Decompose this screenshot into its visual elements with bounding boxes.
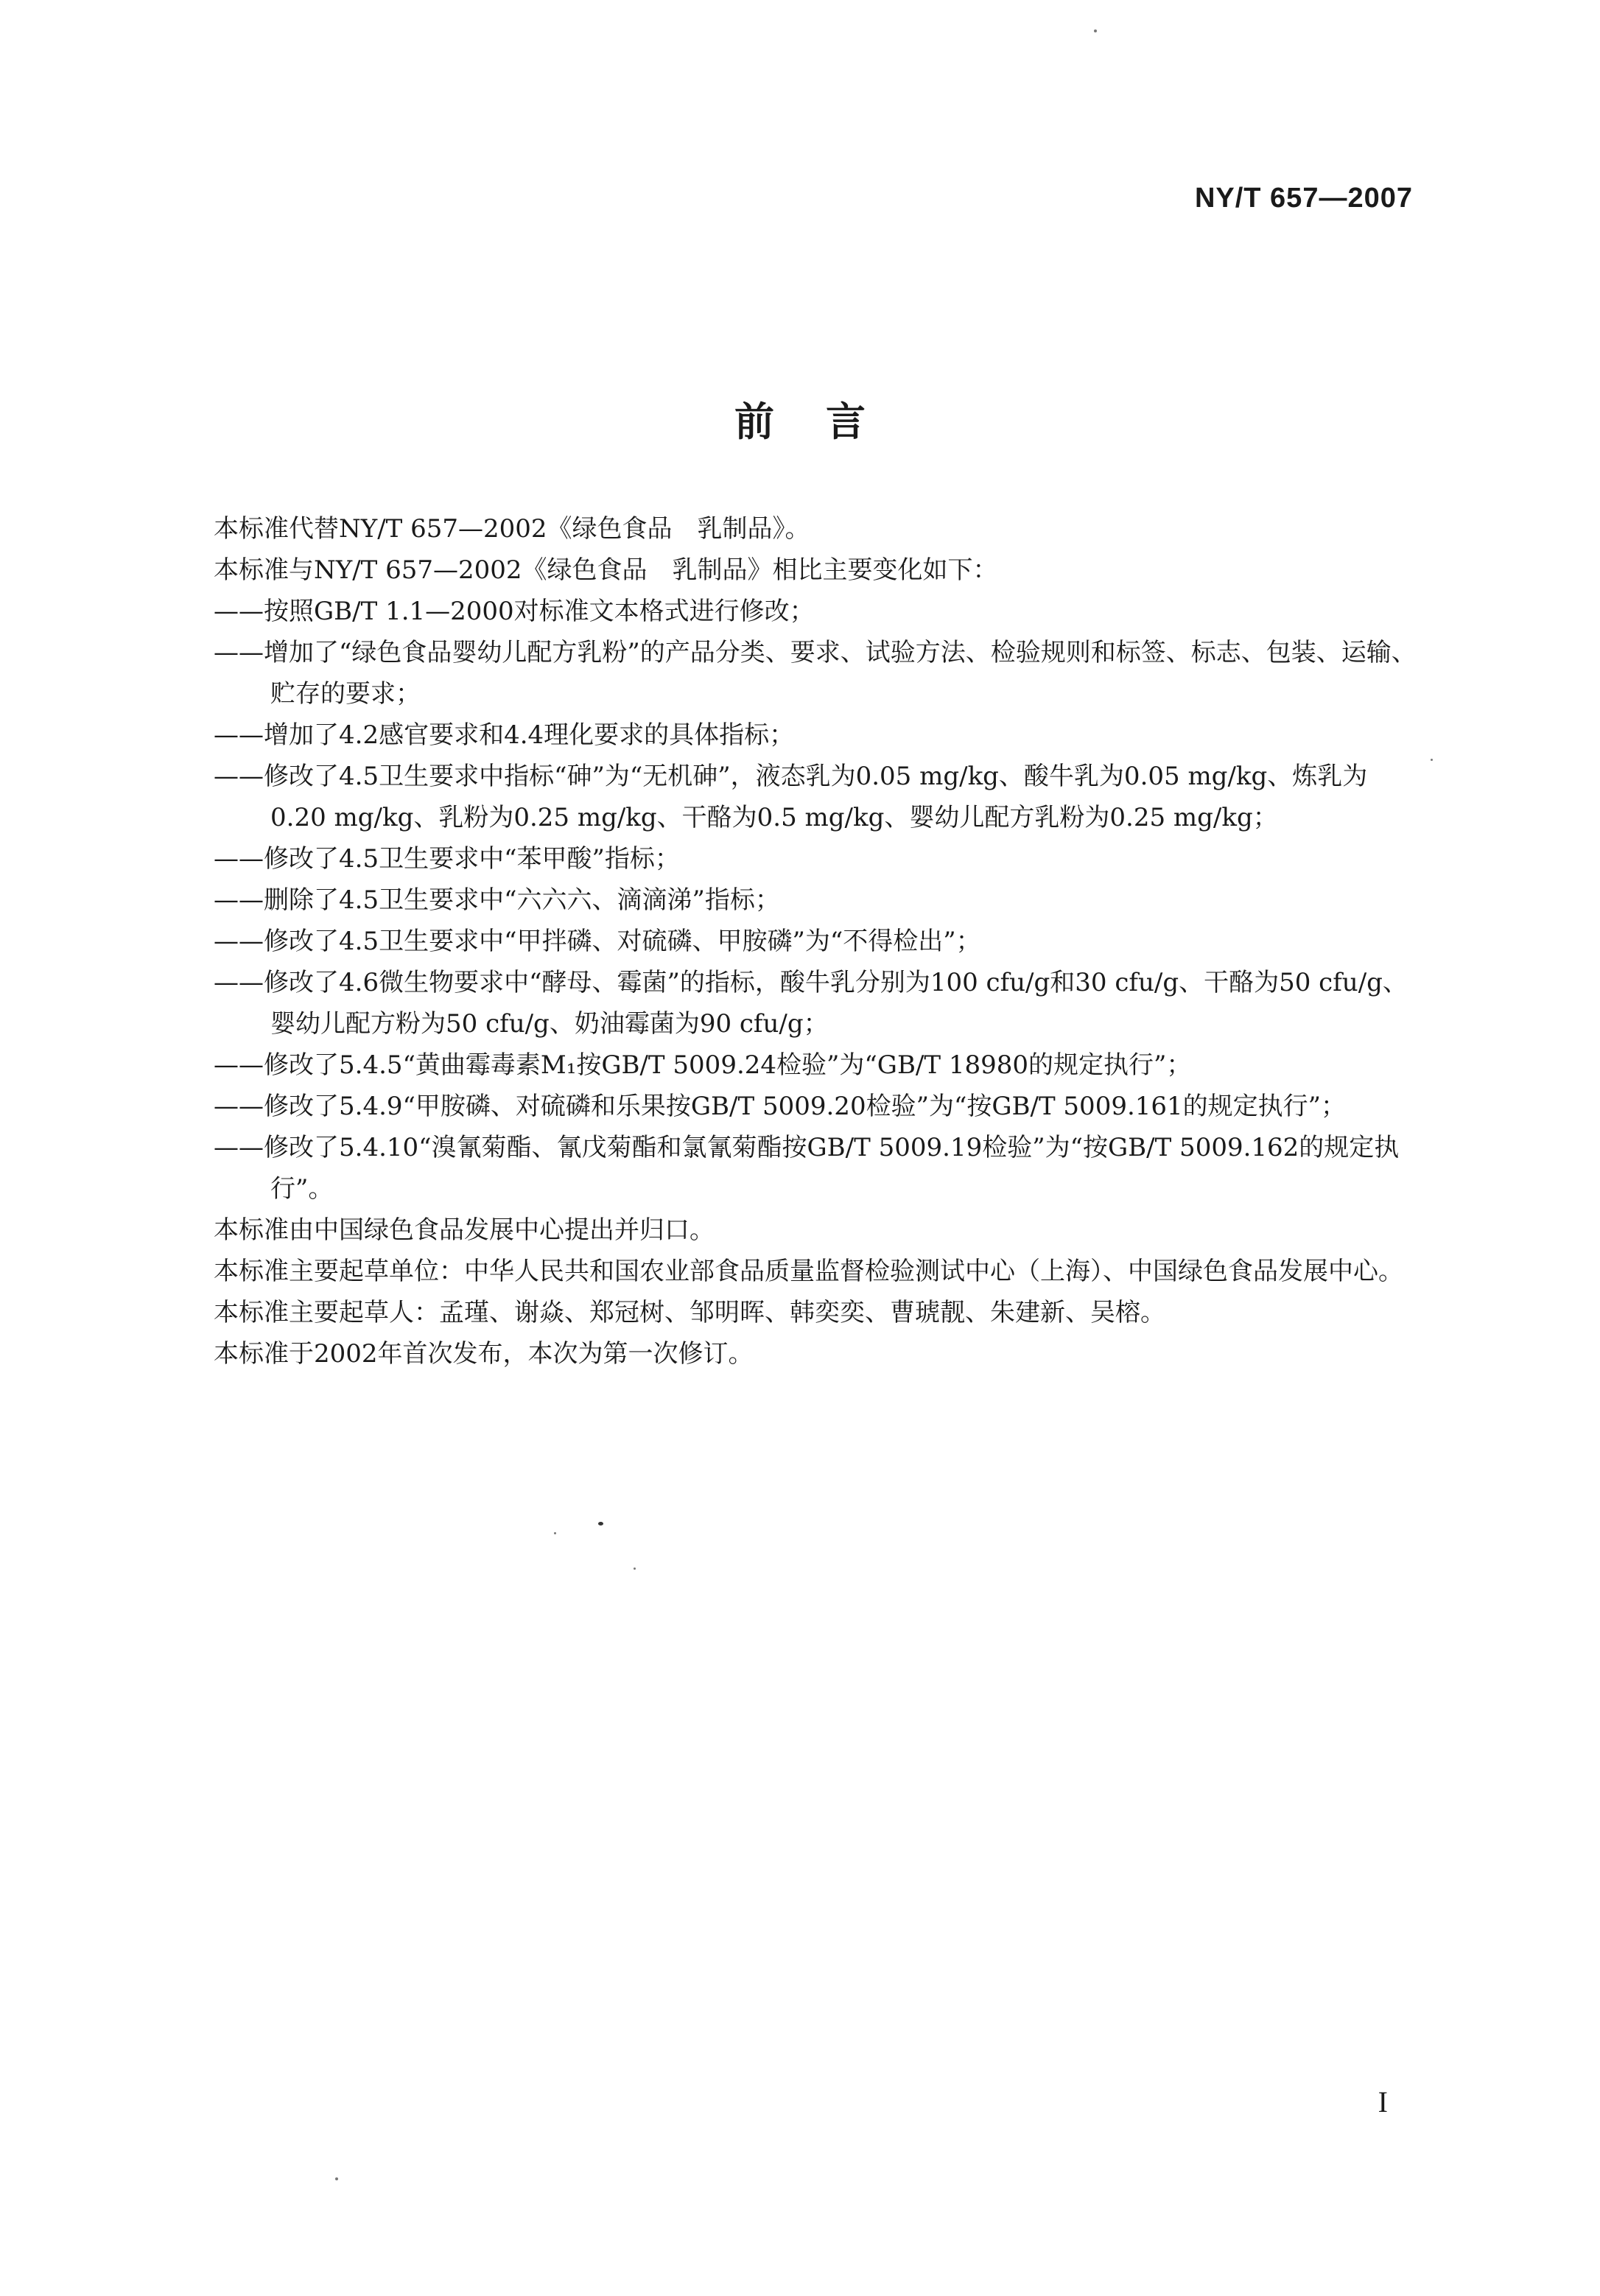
- change-item-10: ——修改了5.4.9“甲胺磷、对硫磷和乐果按GB/T 5009.20检验”为“按GB/T 5009.161的规定执行”；: [214, 1092, 1347, 1121]
- change-item-2: ——增加了“绿色食品婴幼儿配方乳粉”的产品分类、要求、试验方法、检验规则和标签、标志、包装、运输、贮存的要求；: [214, 638, 1417, 709]
- scan-speck: [1094, 29, 1097, 32]
- intro-paragraph-2: 本标准与NY/T 657—2002《绿色食品 乳制品》相比主要变化如下：: [214, 555, 998, 585]
- scan-speck: [554, 1532, 556, 1534]
- closing-paragraph-2: 本标准主要起草单位：中华人民共和国农业部食品质量监督检验测试中心（上海）、中国绿色食品发展中心。: [214, 1257, 1403, 1286]
- closing-paragraph-1: 本标准由中国绿色食品发展中心提出并归口。: [214, 1215, 715, 1245]
- closing-paragraph-4: 本标准于2002年首次发布，本次为第一次修订。: [214, 1339, 754, 1369]
- scan-speck: [598, 1522, 603, 1526]
- change-item-5: ——修改了4.5卫生要求中“苯甲酸”指标；: [214, 844, 680, 874]
- scan-speck: [634, 1567, 636, 1570]
- standard-code: NY/T 657—2007: [1194, 183, 1413, 214]
- change-item-8: ——修改了4.6微生物要求中“酵母、霉菌”的指标，酸牛乳分别为100 cfu/g和30 cfu/g、干酪为50 cfu/g、婴幼儿配方粉为50 cfu/g、奶油霉菌为90 cfu/g；: [214, 968, 1408, 1039]
- page-number: I: [1378, 2085, 1388, 2118]
- change-item-3: ——增加了4.2感官要求和4.4理化要求的具体指标；: [214, 720, 795, 750]
- preface-body: [158, 508, 1417, 1375]
- change-item-1: ——按照GB/T 1.1—2000对标准文本格式进行修改；: [214, 597, 815, 626]
- change-item-9: ——修改了5.4.5“黄曲霉毒素M₁按GB/T 5009.24检验”为“GB/T 18980的规定执行”；: [214, 1050, 1192, 1080]
- scan-speck: [1431, 759, 1433, 761]
- change-item-7: ——修改了4.5卫生要求中“甲拌磷、对硫磷、甲胺磷”为“不得检出”；: [214, 927, 981, 956]
- scan-speck: [335, 2177, 338, 2180]
- change-item-6: ——删除了4.5卫生要求中“六六六、滴滴涕”指标；: [214, 885, 780, 915]
- intro-paragraph-1: 本标准代替NY/T 657—2002《绿色食品 乳制品》。: [214, 514, 810, 544]
- change-item-4: ——修改了4.5卫生要求中指标“砷”为“无机砷”，液态乳为0.05 mg/kg、酸牛乳为0.05 mg/kg、炼乳为0.20 mg/kg、乳粉为0.25 mg/kg、干酪为0.5 mg/kg、婴幼儿配方乳粉为0.25 mg/kg；: [214, 762, 1368, 832]
- closing-paragraph-3: 本标准主要起草人：孟瑾、谢焱、郑冠树、邹明晖、韩奕奕、曹琥靓、朱建新、吴榕。: [214, 1298, 1165, 1327]
- change-item-11: ——修改了5.4.10“溴氰菊酯、氰戊菊酯和氯氰菊酯按GB/T 5009.19检验”为“按GB/T 5009.162的规定执行”。: [214, 1133, 1400, 1204]
- page-title: 前言: [734, 399, 917, 445]
